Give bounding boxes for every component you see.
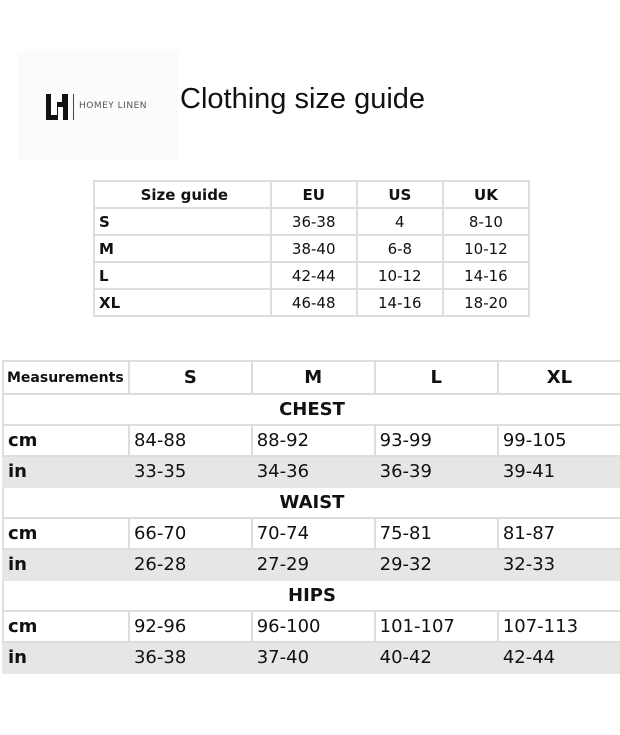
table-cell: 40-42 bbox=[375, 642, 498, 673]
table-cell: 10-12 bbox=[357, 262, 443, 289]
table-cell: 18-20 bbox=[443, 289, 529, 316]
table-row bbox=[94, 235, 529, 262]
size-label: S bbox=[94, 208, 271, 235]
table-row bbox=[3, 518, 620, 549]
column-header: XL bbox=[498, 361, 620, 394]
table-cell: 93-99 bbox=[375, 425, 498, 456]
table-row bbox=[3, 549, 620, 580]
table-cell: 27-29 bbox=[252, 549, 375, 580]
column-header: L bbox=[375, 361, 498, 394]
table-cell: 107-113 bbox=[498, 611, 620, 642]
logo-divider bbox=[73, 94, 74, 120]
table-cell: 81-87 bbox=[498, 518, 620, 549]
table-header-row bbox=[94, 181, 529, 208]
table-cell: 92-96 bbox=[129, 611, 252, 642]
table-cell: 46-48 bbox=[271, 289, 357, 316]
table-cell: 88-92 bbox=[252, 425, 375, 456]
unit-label: cm bbox=[3, 611, 129, 642]
table-cell: 42-44 bbox=[498, 642, 620, 673]
table-cell: 36-39 bbox=[375, 456, 498, 487]
measurements-table bbox=[2, 360, 620, 674]
size-label: M bbox=[94, 235, 271, 262]
table-row bbox=[94, 208, 529, 235]
table-row bbox=[3, 425, 620, 456]
table-cell: 96-100 bbox=[252, 611, 375, 642]
table-cell: 39-41 bbox=[498, 456, 620, 487]
unit-label: in bbox=[3, 642, 129, 673]
table-cell: 29-32 bbox=[375, 549, 498, 580]
column-header: S bbox=[129, 361, 252, 394]
table-cell: 6-8 bbox=[357, 235, 443, 262]
table-row bbox=[3, 611, 620, 642]
column-header: EU bbox=[271, 181, 357, 208]
table-row bbox=[3, 456, 620, 487]
page-title: Clothing size guide bbox=[180, 83, 426, 115]
size-label: L bbox=[94, 262, 271, 289]
table-cell: 33-35 bbox=[129, 456, 252, 487]
table-cell: 66-70 bbox=[129, 518, 252, 549]
unit-label: in bbox=[3, 456, 129, 487]
table-cell: 84-88 bbox=[129, 425, 252, 456]
table-cell: 42-44 bbox=[271, 262, 357, 289]
table-cell: 10-12 bbox=[443, 235, 529, 262]
section-title: HIPS bbox=[3, 580, 620, 611]
table-cell: 32-33 bbox=[498, 549, 620, 580]
table-cell: 75-81 bbox=[375, 518, 498, 549]
section-row bbox=[3, 487, 620, 518]
column-header: Measurements bbox=[3, 361, 129, 394]
unit-label: cm bbox=[3, 425, 129, 456]
column-header: UK bbox=[443, 181, 529, 208]
table-row bbox=[3, 642, 620, 673]
section-row bbox=[3, 394, 620, 425]
table-cell: 99-105 bbox=[498, 425, 620, 456]
table-cell: 14-16 bbox=[357, 289, 443, 316]
table-cell: 38-40 bbox=[271, 235, 357, 262]
size-label: XL bbox=[94, 289, 271, 316]
table-cell: 34-36 bbox=[252, 456, 375, 487]
size-conversion-table bbox=[93, 180, 530, 317]
table-cell: 8-10 bbox=[443, 208, 529, 235]
table-cell: 70-74 bbox=[252, 518, 375, 549]
table-row bbox=[94, 289, 529, 316]
table-cell: 101-107 bbox=[375, 611, 498, 642]
brand-name: HOMEY LINEN bbox=[79, 101, 147, 111]
table-row bbox=[94, 262, 529, 289]
table-cell: 14-16 bbox=[443, 262, 529, 289]
section-title: WAIST bbox=[3, 487, 620, 518]
column-header: M bbox=[252, 361, 375, 394]
column-header: Size guide bbox=[94, 181, 271, 208]
column-header: US bbox=[357, 181, 443, 208]
table-cell: 36-38 bbox=[129, 642, 252, 673]
table-cell: 26-28 bbox=[129, 549, 252, 580]
section-row bbox=[3, 580, 620, 611]
table-cell: 4 bbox=[357, 208, 443, 235]
unit-label: in bbox=[3, 549, 129, 580]
table-header-row bbox=[3, 361, 620, 394]
section-title: CHEST bbox=[3, 394, 620, 425]
homey-linen-logo-icon bbox=[46, 94, 68, 120]
table-cell: 36-38 bbox=[271, 208, 357, 235]
unit-label: cm bbox=[3, 518, 129, 549]
table-cell: 37-40 bbox=[252, 642, 375, 673]
